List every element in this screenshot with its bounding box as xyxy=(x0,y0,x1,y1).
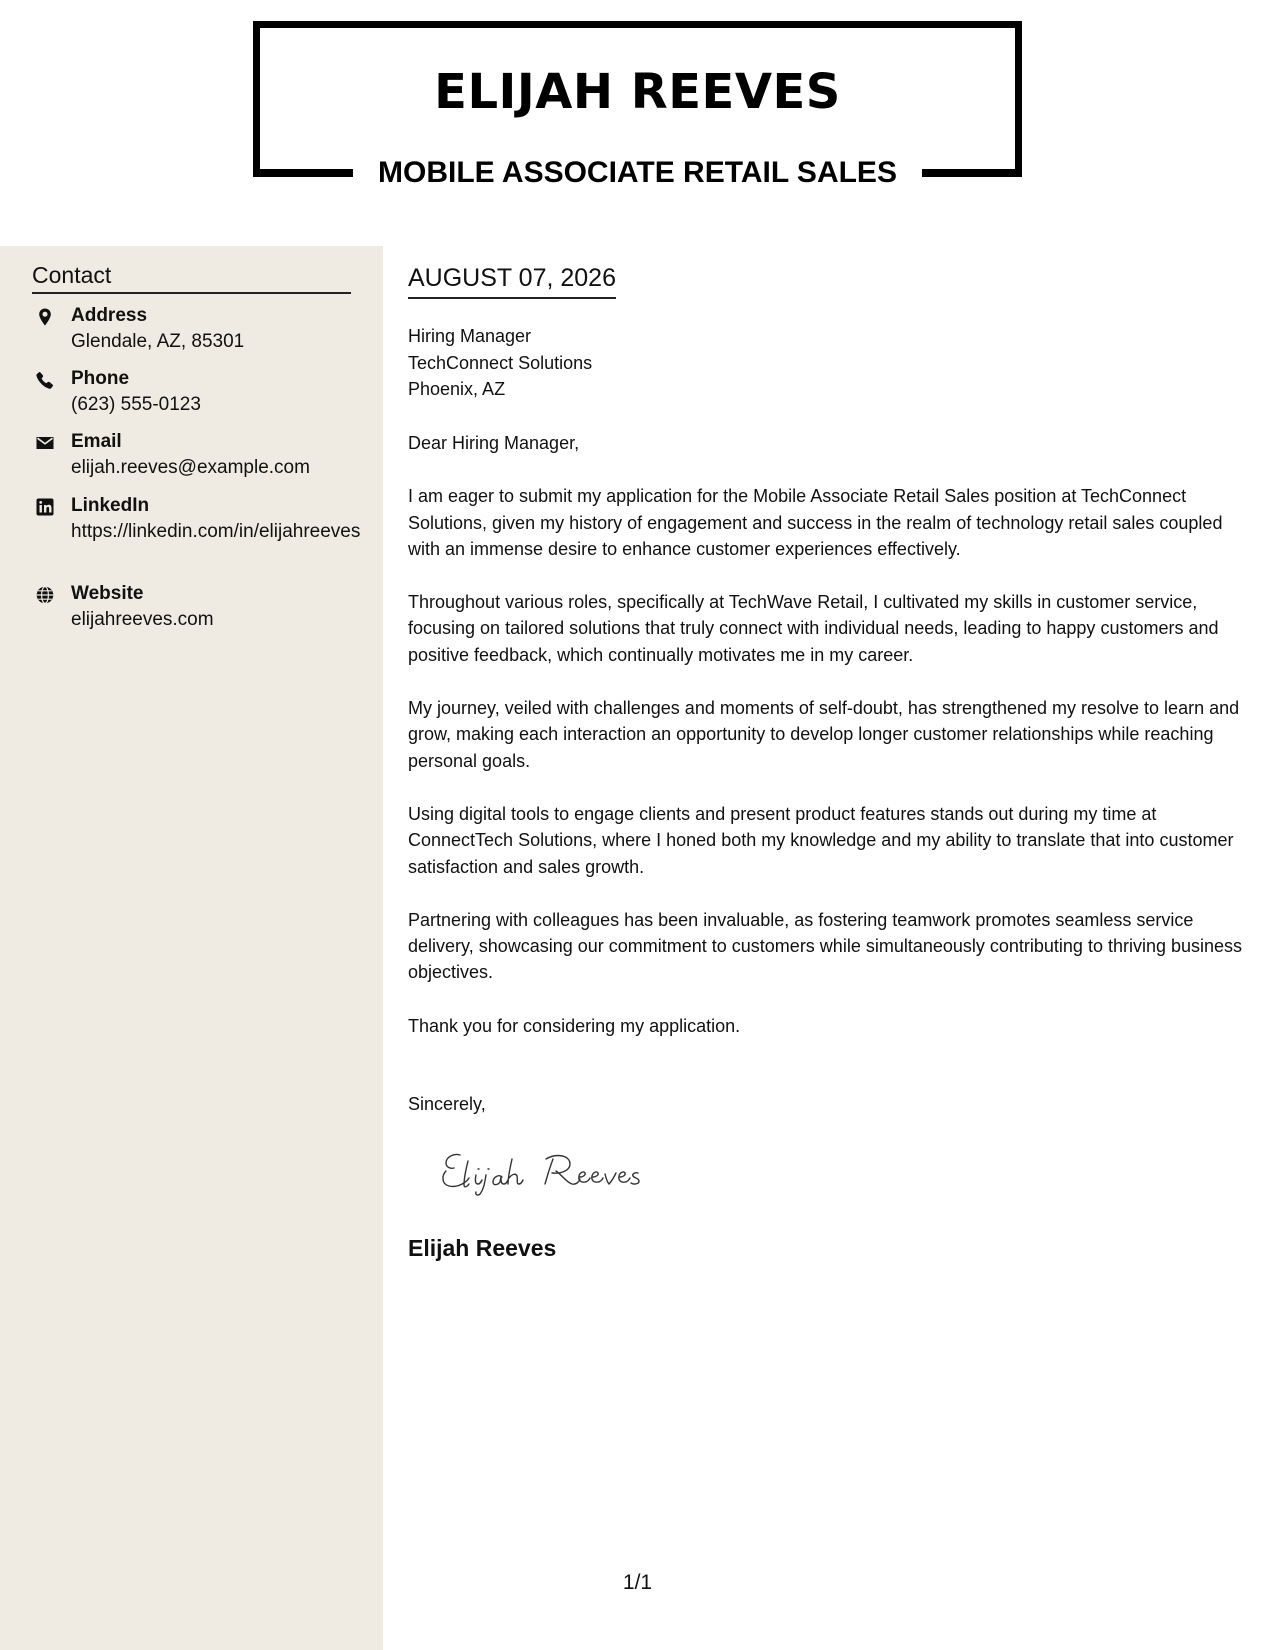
letter-body xyxy=(408,430,1248,1066)
salutation: Dear Hiring Manager, xyxy=(408,433,580,453)
thanks-line: Thank you for considering my application. xyxy=(408,1015,741,1036)
page-number: 1/1 xyxy=(622,1571,653,1594)
contact-value-phone: (623) 555-0123 xyxy=(71,394,201,415)
map-pin-icon xyxy=(35,307,55,327)
envelope-icon xyxy=(35,433,55,453)
body-paragraph: My journey, veiled with challenges and moments of self-doubt, has strengthened my resolve to learn and grow, making each interaction an opportunity to develop longer customer relationships while reaching personal goals. xyxy=(408,698,1240,771)
contact-label: Phone xyxy=(71,368,130,389)
handwritten-signature xyxy=(438,1141,678,1201)
letter-date: AUGUST 07, 2026 xyxy=(408,263,616,299)
contact-label: Email xyxy=(71,431,122,452)
contact-label: Address xyxy=(71,305,148,326)
job-title: MOBILE ASSOCIATE RETAIL SALES xyxy=(353,153,922,193)
contact-value-website[interactable]: elijahreeves.com xyxy=(71,609,214,630)
recipient-location: Phoenix, AZ xyxy=(408,379,506,399)
linkedin-icon xyxy=(35,497,55,517)
signer-name: Elijah Reeves xyxy=(408,1235,557,1261)
recipient-company: TechConnect Solutions xyxy=(408,352,593,373)
recipient-block xyxy=(408,323,592,403)
contact-heading: Contact xyxy=(32,260,351,294)
contact-value-linkedin[interactable]: https://linkedin.com/in/elijahreeves xyxy=(71,521,361,542)
body-paragraph: Throughout various roles, specifically at TechWave Retail, I cultivated my skills in customer service, focusing on tailored solutions that truly connect with individual needs, leading to happy customers and positive feedback, which continually motivates me in my career. xyxy=(408,592,1219,665)
body-paragraph: Using digital tools to engage clients and present product features stands out during my time at ConnectTech Solutions, where I honed both my knowledge and my ability to translate that into customer satisfaction and sales growth. xyxy=(408,803,1234,877)
header-frame-bottom-right xyxy=(922,169,1022,177)
contact-sidebar xyxy=(0,246,383,1650)
recipient-title: Hiring Manager xyxy=(408,326,532,346)
applicant-name: ELIJAH REEVES xyxy=(434,64,841,120)
globe-icon xyxy=(35,585,55,605)
header-frame-bottom-left xyxy=(253,169,353,177)
contact-value-address: Glendale, AZ, 85301 xyxy=(71,331,245,352)
phone-icon xyxy=(35,370,55,390)
body-paragraph: Partnering with colleagues has been invaluable, as fostering teamwork promotes seamless service delivery, showcasing our commitment to customers while simultaneously contributing to thriving business objectives. xyxy=(408,909,1243,983)
closing: Sincerely, xyxy=(408,1094,486,1114)
contact-label: LinkedIn xyxy=(71,495,150,516)
contact-label: Website xyxy=(71,583,144,604)
contact-value-email[interactable]: elijah.reeves@example.com xyxy=(71,457,310,478)
body-paragraph: I am eager to submit my application for the Mobile Associate Retail Sales position at TechConnect Solutions, given my history of engagement and success in the realm of technology retail sales coupled with an immense desire to enhance customer experiences effectively. xyxy=(408,486,1223,559)
